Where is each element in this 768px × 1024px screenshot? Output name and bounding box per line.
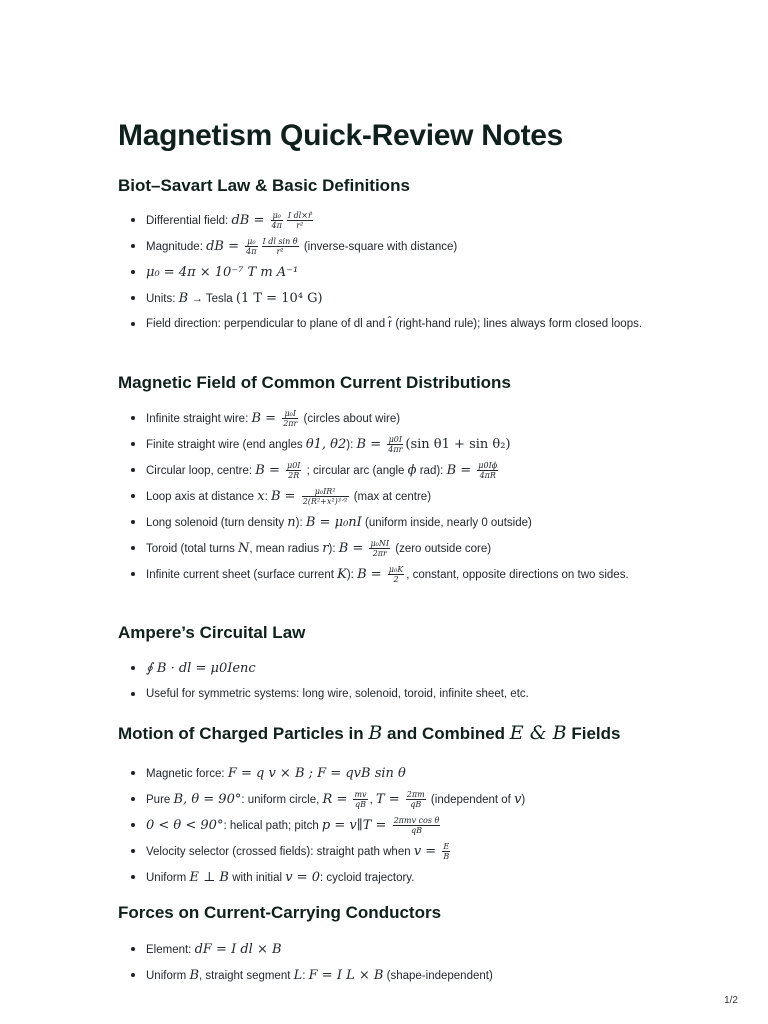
list-item: Uniform B, straight segment L: F = I L × B (shape-independent) — [118, 963, 678, 989]
list-item: Circular loop, centre: B = $\frac{\mu 0I}{2R}$ ; circular arc (angle ϕ rad): B = $\frac{\mu 0I\phi}{4\pi R}$ — [118, 458, 678, 484]
common-distributions-list — [118, 406, 678, 609]
section-heading-charged-particles: Motion of Charged Particles in B and Combined E & B Fields — [118, 722, 621, 744]
list-item: Units: B → Tesla (1 T = 10⁴ G) — [118, 286, 678, 312]
charged-particles-list — [118, 761, 678, 891]
list-item: ∮ B · dl = μ0Ienc — [118, 656, 678, 682]
section-heading-biot-savart: Biot–Savart Law & Basic Definitions — [118, 176, 410, 195]
section-heading-forces-conductors: Forces on Current-Carrying Conductors — [118, 903, 442, 922]
list-item: Long solenoid (turn density n): B = μ₀nI (uniform inside, nearly 0 outside) — [118, 510, 678, 536]
list-item: Magnetic force: F = q v × B ; F = qvB sin θ — [118, 761, 678, 787]
biot-savart-list — [118, 208, 678, 359]
list-item: Field direction: perpendicular to plane of dl and r̂ (right-hand rule); lines always form closed loops. — [118, 312, 678, 359]
list-item: Element: dF = I dl × B — [118, 937, 678, 963]
list-item: Pure B, θ = 90°: uniform circle, R = $\frac{mv}{qB}$ , T = $\frac{2\pi m}{qB}$ (independent of v) — [118, 787, 678, 813]
list-item: Velocity selector (crossed fields): straight path when v = $\frac{E}{B}$ — [118, 839, 678, 865]
amperes-law-list — [118, 656, 678, 708]
list-item: Toroid (total turns N, mean radius r): B = $\frac{\text{μ₀NI}}{2\pi r}$ (zero outside core) — [118, 536, 678, 562]
list-item: μ₀ = 4π × 10⁻⁷ T m A⁻¹ — [118, 260, 678, 286]
list-item: Differential field: dB = $\frac{\text{μ₀}}{4\pi}$ $\frac{\text{I dl×r̂}}{\text{r²}}$ — [118, 208, 678, 234]
list-item: 0 < θ < 90°: helical path; pitch p = v∥T = $\frac{\text{2πmv cos θ}}{qB}$ — [118, 813, 678, 839]
page-title: Magnetism Quick-Review Notes — [118, 119, 564, 152]
list-item: Infinite straight wire: B = $\frac{\text{μ₀I}}{2\pi r}$ (circles about wire) — [118, 406, 678, 432]
list-item: Uniform E ⊥ B with initial v = 0: cycloid trajectory. — [118, 865, 678, 891]
section-heading-common-distributions: Magnetic Field of Common Current Distributions — [118, 373, 511, 392]
list-item: Magnitude: dB = $\frac{\text{μ₀}}{4\pi}$ $\frac{\text{I dl sin θ}}{\text{r²}}$ (inverse-square with distance) — [118, 234, 678, 260]
list-item: Infinite current sheet (surface current K): B = $\frac{\text{μ₀K}}{2}$ , constant, opposite directions on two sides. — [118, 562, 678, 609]
section-heading-amperes-law: Ampere’s Circuital Law — [118, 623, 306, 642]
page-number: 1/2 — [724, 995, 738, 1006]
document-page — [118, 112, 678, 983]
list-item: Useful for symmetric systems: long wire, solenoid, toroid, infinite sheet, etc. — [118, 682, 678, 708]
list-item: Loop axis at distance x: B = $\frac{\text{μ₀IR²}}{\text{2(R²+x²)³ᐟ²}}$ (max at centre) — [118, 484, 678, 510]
list-item: Finite straight wire (end angles θ1, θ2): B = $\frac{\mu 0I}{4\pi r}$ (sin θ1 + sin θ₂) — [118, 432, 678, 458]
forces-conductors-list — [118, 937, 678, 989]
